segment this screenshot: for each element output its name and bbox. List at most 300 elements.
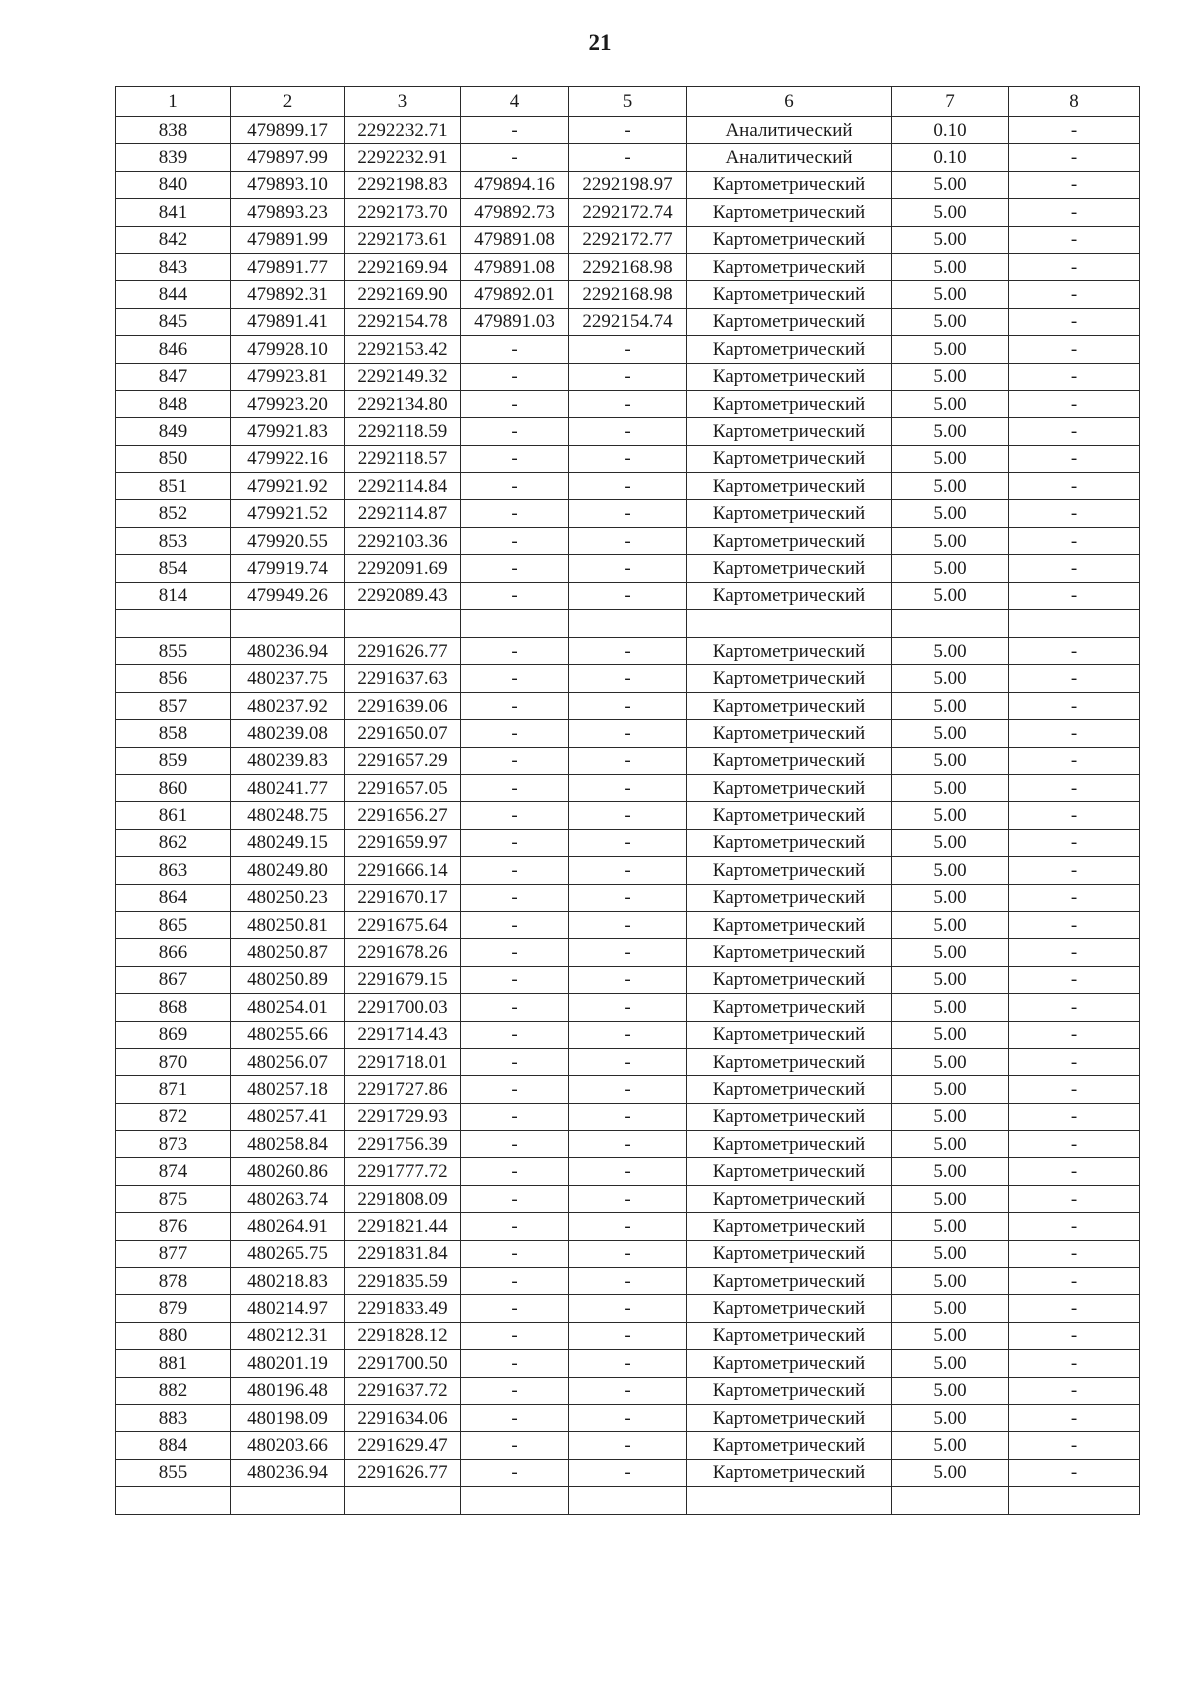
table-cell: 479891.77 bbox=[231, 253, 345, 280]
table-cell: 2291639.06 bbox=[345, 692, 461, 719]
table-cell: - bbox=[569, 1295, 687, 1322]
table-cell: - bbox=[569, 473, 687, 500]
table-cell: Картометрический bbox=[687, 1432, 892, 1459]
table-cell: Картометрический bbox=[687, 1213, 892, 1240]
table-cell: 2292198.97 bbox=[569, 171, 687, 198]
table-cell: Картометрический bbox=[687, 774, 892, 801]
table-cell: Картометрический bbox=[687, 1158, 892, 1185]
table-cell: Картометрический bbox=[687, 720, 892, 747]
table-cell: 479892.73 bbox=[461, 199, 569, 226]
table-cell: 5.00 bbox=[892, 994, 1009, 1021]
table-cell: 480203.66 bbox=[231, 1432, 345, 1459]
table-cell: 5.00 bbox=[892, 1350, 1009, 1377]
table-cell: 479949.26 bbox=[231, 582, 345, 609]
table-cell: 2292172.77 bbox=[569, 226, 687, 253]
table-cell: - bbox=[569, 1103, 687, 1130]
table-cell: 850 bbox=[116, 445, 231, 472]
table-cell: 479891.03 bbox=[461, 308, 569, 335]
table-cell: - bbox=[461, 117, 569, 144]
table-cell: 838 bbox=[116, 117, 231, 144]
table-cell: 479923.20 bbox=[231, 390, 345, 417]
table-cell bbox=[116, 610, 231, 638]
table-cell: - bbox=[1009, 527, 1140, 554]
table-cell: Картометрический bbox=[687, 1295, 892, 1322]
table-cell: 2291626.77 bbox=[345, 1459, 461, 1486]
table-cell: - bbox=[1009, 638, 1140, 665]
table-cell: - bbox=[461, 911, 569, 938]
table-cell: 2291666.14 bbox=[345, 857, 461, 884]
table-cell: Картометрический bbox=[687, 994, 892, 1021]
table-cell: 479922.16 bbox=[231, 445, 345, 472]
table-cell: 870 bbox=[116, 1048, 231, 1075]
table-cell: - bbox=[461, 1377, 569, 1404]
table-cell: 2291626.77 bbox=[345, 638, 461, 665]
table-cell: - bbox=[461, 1048, 569, 1075]
table-cell: Картометрический bbox=[687, 1131, 892, 1158]
table-cell: 479928.10 bbox=[231, 336, 345, 363]
table-cell: - bbox=[461, 1021, 569, 1048]
table-cell: - bbox=[461, 473, 569, 500]
table-separator-row bbox=[116, 610, 1140, 638]
table-cell: 480263.74 bbox=[231, 1185, 345, 1212]
table-cell: 2291718.01 bbox=[345, 1048, 461, 1075]
table-cell: - bbox=[1009, 1076, 1140, 1103]
table-cell: 2292154.74 bbox=[569, 308, 687, 335]
table-cell: - bbox=[461, 1295, 569, 1322]
table-cell: - bbox=[569, 884, 687, 911]
table-cell: - bbox=[461, 500, 569, 527]
table-cell: 881 bbox=[116, 1350, 231, 1377]
table-cell: 2291637.72 bbox=[345, 1377, 461, 1404]
table-cell: - bbox=[1009, 1021, 1140, 1048]
table-cell: - bbox=[569, 117, 687, 144]
table-cell: Картометрический bbox=[687, 527, 892, 554]
table-cell: 5.00 bbox=[892, 500, 1009, 527]
table-cell: 5.00 bbox=[892, 911, 1009, 938]
table-cell: - bbox=[1009, 555, 1140, 582]
table-cell: - bbox=[461, 1076, 569, 1103]
table-row bbox=[116, 117, 1140, 144]
table-row bbox=[116, 226, 1140, 253]
table-cell: 479891.08 bbox=[461, 253, 569, 280]
table-cell: - bbox=[1009, 1432, 1140, 1459]
table-cell: 877 bbox=[116, 1240, 231, 1267]
table-cell: 2292169.90 bbox=[345, 281, 461, 308]
table-cell: 2292154.78 bbox=[345, 308, 461, 335]
table-cell: - bbox=[569, 1377, 687, 1404]
table-cell: 480250.89 bbox=[231, 966, 345, 993]
table-cell: 869 bbox=[116, 1021, 231, 1048]
table-cell: - bbox=[461, 445, 569, 472]
table-cell: 5.00 bbox=[892, 281, 1009, 308]
table-cell: 2292089.43 bbox=[345, 582, 461, 609]
table-cell: - bbox=[461, 390, 569, 417]
table-cell: - bbox=[1009, 1295, 1140, 1322]
table-cell: 479894.16 bbox=[461, 171, 569, 198]
table-cell: - bbox=[569, 1322, 687, 1349]
table-cell: - bbox=[461, 1350, 569, 1377]
table-cell: - bbox=[1009, 363, 1140, 390]
table-cell: Картометрический bbox=[687, 857, 892, 884]
table-cell: 5.00 bbox=[892, 966, 1009, 993]
table-cell: 2292134.80 bbox=[345, 390, 461, 417]
table-cell: - bbox=[461, 1185, 569, 1212]
table-cell: 5.00 bbox=[892, 1295, 1009, 1322]
table-cell: 873 bbox=[116, 1131, 231, 1158]
table-cell: - bbox=[1009, 473, 1140, 500]
table-cell: 884 bbox=[116, 1432, 231, 1459]
table-cell: - bbox=[461, 527, 569, 554]
table-cell: Картометрический bbox=[687, 1404, 892, 1431]
table-cell: - bbox=[569, 363, 687, 390]
table-cell: - bbox=[461, 1240, 569, 1267]
table-body bbox=[116, 87, 1140, 1515]
header-cell: 8 bbox=[1009, 87, 1140, 117]
table-cell: 2292198.83 bbox=[345, 171, 461, 198]
table-cell: - bbox=[1009, 500, 1140, 527]
table-cell: - bbox=[461, 336, 569, 363]
table-cell: Картометрический bbox=[687, 747, 892, 774]
table-cell: 5.00 bbox=[892, 1268, 1009, 1295]
table-cell: - bbox=[569, 665, 687, 692]
table-cell: 5.00 bbox=[892, 939, 1009, 966]
table-cell: - bbox=[1009, 774, 1140, 801]
table-cell: 479921.52 bbox=[231, 500, 345, 527]
table-cell: 847 bbox=[116, 363, 231, 390]
table-cell: 866 bbox=[116, 939, 231, 966]
table-cell: Картометрический bbox=[687, 1240, 892, 1267]
table-row bbox=[116, 144, 1140, 171]
table-cell: - bbox=[1009, 966, 1140, 993]
table-cell: 2291756.39 bbox=[345, 1131, 461, 1158]
table-cell: 480250.87 bbox=[231, 939, 345, 966]
table-cell: 479892.01 bbox=[461, 281, 569, 308]
table-row bbox=[116, 473, 1140, 500]
table-row bbox=[116, 747, 1140, 774]
table-cell: 480249.15 bbox=[231, 829, 345, 856]
table-cell: - bbox=[1009, 1048, 1140, 1075]
table-cell: - bbox=[461, 144, 569, 171]
table-cell: - bbox=[461, 774, 569, 801]
table-cell: 2292172.74 bbox=[569, 199, 687, 226]
table-cell: - bbox=[461, 720, 569, 747]
table-cell: 480264.91 bbox=[231, 1213, 345, 1240]
table-cell: 480248.75 bbox=[231, 802, 345, 829]
header-cell: 2 bbox=[231, 87, 345, 117]
table-row bbox=[116, 1322, 1140, 1349]
table-cell: 2291659.97 bbox=[345, 829, 461, 856]
table-cell: 479892.31 bbox=[231, 281, 345, 308]
table-row bbox=[116, 281, 1140, 308]
table-cell: 2291650.07 bbox=[345, 720, 461, 747]
table-cell: 2291656.27 bbox=[345, 802, 461, 829]
table-row bbox=[116, 692, 1140, 719]
table-row bbox=[116, 418, 1140, 445]
table-cell: - bbox=[1009, 199, 1140, 226]
table-cell: - bbox=[569, 1240, 687, 1267]
table-cell: - bbox=[569, 747, 687, 774]
table-cell: 5.00 bbox=[892, 857, 1009, 884]
table-cell: - bbox=[461, 1322, 569, 1349]
table-cell: - bbox=[1009, 829, 1140, 856]
table-row bbox=[116, 1350, 1140, 1377]
table-cell bbox=[569, 1487, 687, 1515]
table-row bbox=[116, 336, 1140, 363]
table-cell: - bbox=[461, 418, 569, 445]
table-cell: Картометрический bbox=[687, 911, 892, 938]
table-cell: 871 bbox=[116, 1076, 231, 1103]
table-cell: 839 bbox=[116, 144, 231, 171]
table-cell: 2291657.29 bbox=[345, 747, 461, 774]
table-cell: 5.00 bbox=[892, 1377, 1009, 1404]
table-cell: 480237.92 bbox=[231, 692, 345, 719]
table-row bbox=[116, 1240, 1140, 1267]
table-cell: 2291821.44 bbox=[345, 1213, 461, 1240]
table-cell: 875 bbox=[116, 1185, 231, 1212]
table-cell: 5.00 bbox=[892, 1076, 1009, 1103]
table-cell: Картометрический bbox=[687, 1377, 892, 1404]
table-cell bbox=[231, 1487, 345, 1515]
table-cell: 5.00 bbox=[892, 171, 1009, 198]
table-cell: - bbox=[569, 857, 687, 884]
table-cell bbox=[687, 1487, 892, 1515]
table-cell: - bbox=[1009, 281, 1140, 308]
table-cell: - bbox=[1009, 1268, 1140, 1295]
table-cell: - bbox=[1009, 884, 1140, 911]
table-cell: 2292091.69 bbox=[345, 555, 461, 582]
table-cell: 5.00 bbox=[892, 692, 1009, 719]
table-cell: Картометрический bbox=[687, 363, 892, 390]
table-row bbox=[116, 555, 1140, 582]
table-cell: - bbox=[1009, 1240, 1140, 1267]
header-cell: 4 bbox=[461, 87, 569, 117]
table-cell: 5.00 bbox=[892, 1459, 1009, 1486]
table-row bbox=[116, 308, 1140, 335]
table-cell bbox=[1009, 1487, 1140, 1515]
table-cell: - bbox=[569, 1213, 687, 1240]
table-cell: Картометрический bbox=[687, 1076, 892, 1103]
table-cell bbox=[892, 1487, 1009, 1515]
table-cell: - bbox=[569, 966, 687, 993]
table-cell: 2292173.61 bbox=[345, 226, 461, 253]
table-cell: 2292153.42 bbox=[345, 336, 461, 363]
table-cell: 5.00 bbox=[892, 582, 1009, 609]
table-row bbox=[116, 802, 1140, 829]
table-cell: 479899.17 bbox=[231, 117, 345, 144]
header-cell: 7 bbox=[892, 87, 1009, 117]
table-cell: 842 bbox=[116, 226, 231, 253]
table-row bbox=[116, 363, 1140, 390]
table-cell: 479919.74 bbox=[231, 555, 345, 582]
table-cell: 5.00 bbox=[892, 226, 1009, 253]
table-cell: 5.00 bbox=[892, 527, 1009, 554]
table-cell: 480218.83 bbox=[231, 1268, 345, 1295]
table-cell: 882 bbox=[116, 1377, 231, 1404]
table-cell: Картометрический bbox=[687, 445, 892, 472]
table-cell: 876 bbox=[116, 1213, 231, 1240]
table-cell: - bbox=[461, 939, 569, 966]
table-cell: 5.00 bbox=[892, 747, 1009, 774]
table-cell: 856 bbox=[116, 665, 231, 692]
table-cell: 479921.83 bbox=[231, 418, 345, 445]
table-cell: 480254.01 bbox=[231, 994, 345, 1021]
table-row bbox=[116, 1268, 1140, 1295]
table-cell: 480239.83 bbox=[231, 747, 345, 774]
table-cell: 2291637.63 bbox=[345, 665, 461, 692]
table-cell bbox=[892, 610, 1009, 638]
table-cell: 5.00 bbox=[892, 1021, 1009, 1048]
table-cell: 868 bbox=[116, 994, 231, 1021]
table-cell: 5.00 bbox=[892, 802, 1009, 829]
table-cell: 2291678.26 bbox=[345, 939, 461, 966]
table-cell: - bbox=[461, 555, 569, 582]
table-cell: - bbox=[461, 582, 569, 609]
table-cell: 2291727.86 bbox=[345, 1076, 461, 1103]
table-cell: 2292232.91 bbox=[345, 144, 461, 171]
table-cell: 5.00 bbox=[892, 390, 1009, 417]
table-cell: 5.00 bbox=[892, 473, 1009, 500]
table-cell: - bbox=[461, 829, 569, 856]
table-cell: 879 bbox=[116, 1295, 231, 1322]
table-cell: 860 bbox=[116, 774, 231, 801]
table-row bbox=[116, 1076, 1140, 1103]
table-cell: 5.00 bbox=[892, 199, 1009, 226]
table-cell: 2291679.15 bbox=[345, 966, 461, 993]
table-cell: - bbox=[569, 829, 687, 856]
table-cell: Картометрический bbox=[687, 1185, 892, 1212]
table-cell: - bbox=[569, 994, 687, 1021]
table-row bbox=[116, 171, 1140, 198]
table-cell: - bbox=[1009, 1158, 1140, 1185]
header-cell: 3 bbox=[345, 87, 461, 117]
table-cell: 5.00 bbox=[892, 774, 1009, 801]
table-cell: 480250.81 bbox=[231, 911, 345, 938]
table-cell: 883 bbox=[116, 1404, 231, 1431]
table-cell: - bbox=[569, 720, 687, 747]
table-cell: 867 bbox=[116, 966, 231, 993]
table-row bbox=[116, 1048, 1140, 1075]
table-row bbox=[116, 939, 1140, 966]
table-cell: 858 bbox=[116, 720, 231, 747]
table-cell: 2292118.57 bbox=[345, 445, 461, 472]
table-cell: 480250.23 bbox=[231, 884, 345, 911]
table-row bbox=[116, 966, 1140, 993]
table-row bbox=[116, 1404, 1140, 1431]
table-cell: - bbox=[569, 1021, 687, 1048]
table-cell: 840 bbox=[116, 171, 231, 198]
table-cell: 864 bbox=[116, 884, 231, 911]
table-cell: Картометрический bbox=[687, 665, 892, 692]
header-cell: 6 bbox=[687, 87, 892, 117]
table-cell: 480239.08 bbox=[231, 720, 345, 747]
table-cell: - bbox=[569, 144, 687, 171]
table-cell: 5.00 bbox=[892, 829, 1009, 856]
table-cell: Картометрический bbox=[687, 418, 892, 445]
table-cell: 2291700.03 bbox=[345, 994, 461, 1021]
table-cell: 480257.18 bbox=[231, 1076, 345, 1103]
table-cell: Картометрический bbox=[687, 308, 892, 335]
table-cell: 2291714.43 bbox=[345, 1021, 461, 1048]
table-cell: 848 bbox=[116, 390, 231, 417]
table-cell: - bbox=[461, 363, 569, 390]
header-cell: 5 bbox=[569, 87, 687, 117]
table-cell bbox=[687, 610, 892, 638]
table-cell: - bbox=[1009, 1322, 1140, 1349]
table-cell: - bbox=[569, 911, 687, 938]
table-cell: - bbox=[1009, 418, 1140, 445]
header-cell: 1 bbox=[116, 87, 231, 117]
table-row bbox=[116, 774, 1140, 801]
table-cell: - bbox=[461, 1103, 569, 1130]
table-cell: 479893.10 bbox=[231, 171, 345, 198]
table-cell: 2291670.17 bbox=[345, 884, 461, 911]
table-row bbox=[116, 1377, 1140, 1404]
table-cell: - bbox=[1009, 582, 1140, 609]
table-cell: - bbox=[1009, 117, 1140, 144]
table-cell: 2291808.09 bbox=[345, 1185, 461, 1212]
table-cell: - bbox=[1009, 720, 1140, 747]
table-cell: 479891.08 bbox=[461, 226, 569, 253]
table-cell: 5.00 bbox=[892, 336, 1009, 363]
table-cell: Картометрический bbox=[687, 253, 892, 280]
table-cell: 5.00 bbox=[892, 363, 1009, 390]
table-cell: 874 bbox=[116, 1158, 231, 1185]
table-cell: - bbox=[569, 445, 687, 472]
table-cell: - bbox=[461, 638, 569, 665]
table-cell: 480256.07 bbox=[231, 1048, 345, 1075]
table-cell: 846 bbox=[116, 336, 231, 363]
table-cell bbox=[116, 1487, 231, 1515]
table-cell: 841 bbox=[116, 199, 231, 226]
table-cell: - bbox=[461, 665, 569, 692]
table-cell: 857 bbox=[116, 692, 231, 719]
table-cell: Картометрический bbox=[687, 226, 892, 253]
table-cell: 5.00 bbox=[892, 720, 1009, 747]
table-cell: 0.10 bbox=[892, 117, 1009, 144]
table-cell: 863 bbox=[116, 857, 231, 884]
table-cell: Аналитический bbox=[687, 117, 892, 144]
table-cell: 5.00 bbox=[892, 1432, 1009, 1459]
table-cell: - bbox=[569, 500, 687, 527]
table-cell: 2292168.98 bbox=[569, 253, 687, 280]
table-cell: - bbox=[461, 802, 569, 829]
table-row bbox=[116, 829, 1140, 856]
table-cell: 5.00 bbox=[892, 665, 1009, 692]
table-cell: - bbox=[461, 1131, 569, 1158]
table-cell: - bbox=[1009, 1213, 1140, 1240]
table-cell: - bbox=[569, 692, 687, 719]
table-cell: 480258.84 bbox=[231, 1131, 345, 1158]
table-cell: - bbox=[569, 802, 687, 829]
table-cell: - bbox=[461, 1158, 569, 1185]
table-cell: 5.00 bbox=[892, 1240, 1009, 1267]
table-cell: 2292168.98 bbox=[569, 281, 687, 308]
table-row bbox=[116, 720, 1140, 747]
table-cell: - bbox=[1009, 1103, 1140, 1130]
table-cell: 2292103.36 bbox=[345, 527, 461, 554]
table-cell: Картометрический bbox=[687, 966, 892, 993]
table-cell: 5.00 bbox=[892, 1322, 1009, 1349]
table-cell: 480265.75 bbox=[231, 1240, 345, 1267]
table-cell: 5.00 bbox=[892, 555, 1009, 582]
table-row bbox=[116, 390, 1140, 417]
page-number: 21 bbox=[588, 30, 612, 55]
table-cell: 843 bbox=[116, 253, 231, 280]
table-cell: 865 bbox=[116, 911, 231, 938]
table-cell: 479921.92 bbox=[231, 473, 345, 500]
table-cell: - bbox=[1009, 857, 1140, 884]
table-cell: 480257.41 bbox=[231, 1103, 345, 1130]
